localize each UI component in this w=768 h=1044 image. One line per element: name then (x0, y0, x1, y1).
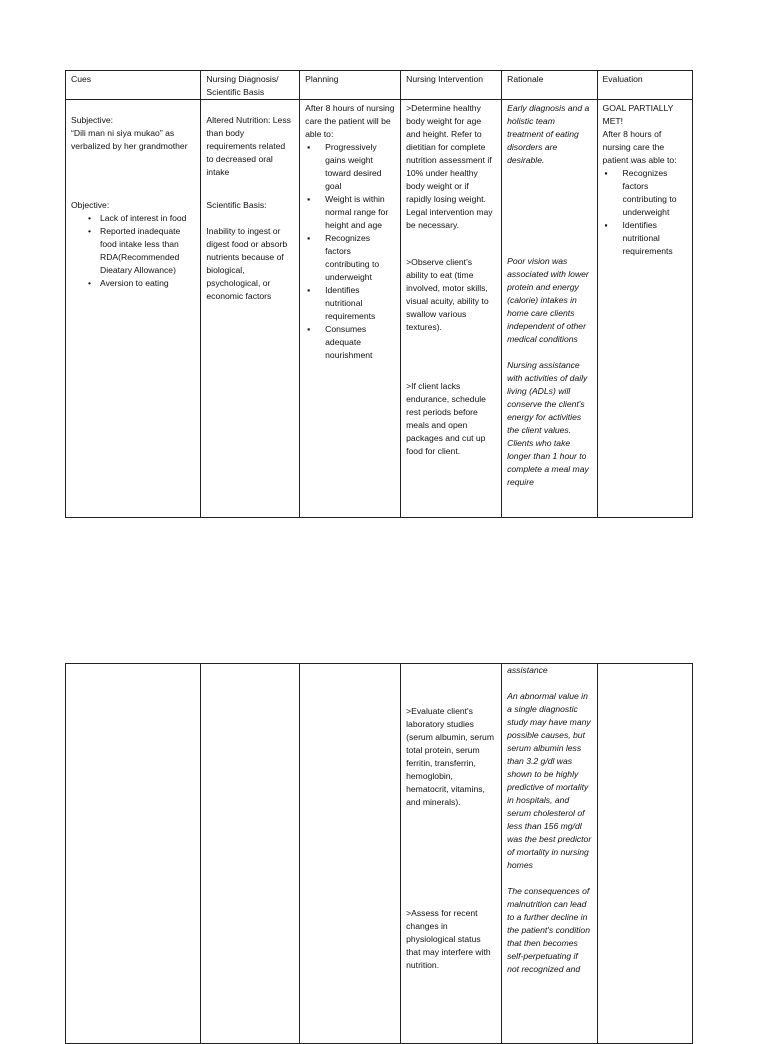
header-cues: Cues (66, 71, 201, 100)
subjective-label: Subjective: (71, 115, 114, 125)
evaluation-list (603, 167, 687, 258)
list-item: ▪ Identifies nutritional requirements (305, 284, 395, 323)
diagnosis-text: Altered Nutrition: Less than body requirements related to decreased oral intake (206, 115, 291, 177)
list-item: ▪ Identifies nutritional requirements (603, 219, 687, 258)
list-item: ▪ Consumes adequate nourishment (305, 323, 395, 362)
header-rationale: Rationale (502, 71, 597, 100)
list-item: ▪ Recognizes factors contributing to underweight (603, 167, 687, 219)
list-item: ▪ Recognizes factors contributing to underweight (305, 232, 395, 284)
care-plan-table-page-1 (65, 70, 693, 518)
list-item: ▪ Progressively gains weight toward desired goal (305, 141, 395, 193)
rationale-text: Nursing assistance with activities of daily living (ADLs) will conserve the client's energy for activities the client values. Clients who take longer than 1 hour to complete a meal may require (507, 360, 589, 487)
intervention-text: >Determine healthy body weight for age and height. Refer to dietitian for complete nutrition assessment if 10% under healthy body weight or if rapidly losing weight. Legal intervention may be necessary. (406, 103, 493, 230)
header-intervention: Nursing Intervention (401, 71, 502, 100)
objective-list (71, 212, 195, 290)
continuation-row (66, 664, 693, 1044)
intervention-text: >Evaluate client's laboratory studies (serum albumin, serum total protein, serum ferritin, transferrin, hemoglobin, hematocrit, vitamins, and minerals). (406, 706, 494, 807)
evaluation-intro: After 8 hours of nursing care the patient was able to: (602, 129, 677, 165)
evaluation-cell (597, 100, 692, 518)
objective-label: Objective: (71, 200, 110, 210)
planning-cell-cont (300, 664, 401, 1044)
basis-label: Scientific Basis: (206, 200, 267, 210)
rationale-text: assistance (507, 665, 548, 675)
planning-list (305, 141, 395, 362)
rationale-cell-cont (502, 664, 597, 1044)
planning-cell (300, 100, 401, 518)
rationale-text: An abnormal value in a single diagnostic study may have many possible causes, but serum albumin less than 3.2 g/dl was shown to be highly predictive of mortality in hospitals, and serum cholesterol of less than 156 mg/dl was the best predictor of mortality in nursing homes (507, 691, 592, 870)
list-item: • Aversion to eating (71, 277, 195, 290)
diagnosis-cell (201, 100, 300, 518)
diagnosis-cell-cont (201, 664, 300, 1044)
header-planning: Planning (300, 71, 401, 100)
rationale-text: The consequences of malnutrition can lead to a further decline in the patient's condition that then becomes self-perpetuating if not recognized and (507, 886, 590, 974)
basis-text: Inability to ingest or digest food or absorb nutrients because of biological, psychological, or economic factors (206, 226, 288, 301)
intervention-cell (401, 100, 502, 518)
care-plan-table-page-2 (65, 663, 693, 1044)
subjective-quote: “Dili man ni siya mukao” as verbalized by her grandmother (71, 128, 188, 151)
intervention-cell-cont (401, 664, 502, 1044)
intervention-text: >Observe client's ability to eat (time involved, motor skills, visual acuity, ability to swallow various textures). (406, 257, 489, 332)
header-diagnosis: Nursing Diagnosis/ Scientific Basis (201, 71, 300, 100)
content-row (66, 100, 693, 518)
cues-cell-cont (66, 664, 201, 1044)
planning-intro: After 8 hours of nursing care the patient will be able to: (305, 103, 395, 139)
intervention-text: >Assess for recent changes in physiological status that may interfere with nutrition. (406, 908, 491, 970)
evaluation-status: GOAL PARTIALLY MET! (602, 103, 674, 126)
list-item: • Lack of interest in food (71, 212, 195, 225)
rationale-text: Poor vision was associated with lower protein and energy (calorie) intakes in home care clients independent of other medical conditions (507, 256, 589, 344)
cues-cell (66, 100, 201, 518)
list-item: ▪ Weight is within normal range for height and age (305, 193, 395, 232)
list-item: • Reported inadequate food intake less than RDA(Recommended Dieatary Allowance) (71, 225, 195, 277)
header-evaluation: Evaluation (597, 71, 692, 100)
rationale-cell (502, 100, 597, 518)
rationale-text: Early diagnosis and a holistic team treatment of eating disorders are desirable. (507, 103, 590, 165)
evaluation-cell-cont (597, 664, 692, 1044)
intervention-text: >If client lacks endurance, schedule rest periods before meals and open packages and cut up food for client. (406, 381, 486, 456)
header-row (66, 71, 693, 100)
